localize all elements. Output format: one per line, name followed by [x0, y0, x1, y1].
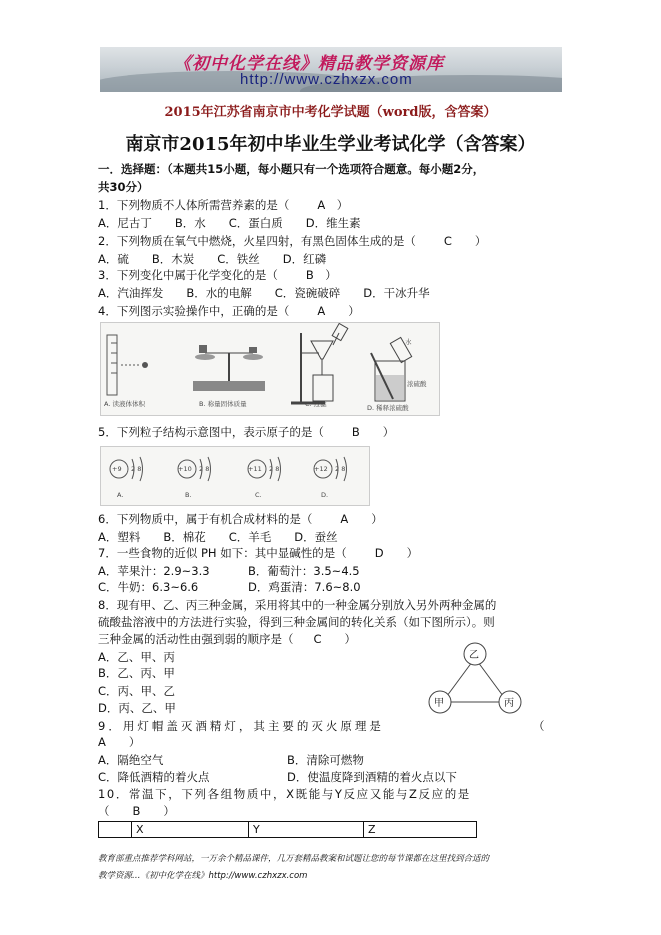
footer-line-2: 教学资源…《初中化学在线》http://www.czhxzx.com — [98, 871, 308, 881]
question-stem: 4．下列图示实验操作中，正确的是（ — [98, 304, 290, 318]
document-subtitle: 2015年江苏省南京市中考化学试题（word版，含答案） — [164, 105, 497, 120]
nucleus-charge: +9 — [112, 465, 122, 473]
answer: C ） — [313, 632, 357, 646]
figure-label-a: A. 读液体体积 — [104, 400, 145, 408]
graduated-cylinder-icon — [107, 335, 148, 395]
q4-figure — [100, 322, 440, 416]
q6-options: A．塑料 B．棉花 C．羊毛 D．蚕丝 — [98, 530, 338, 544]
answer: B ） — [305, 268, 337, 282]
dilution-beaker-icon — [371, 337, 412, 401]
banner-url[interactable]: http://www.czhxzx.com — [240, 71, 413, 88]
node-label: 丙 — [504, 698, 514, 709]
figure-label-c: C. 过滤 — [305, 400, 327, 408]
nucleus-charge: +11 — [248, 465, 262, 473]
q5-figure — [100, 446, 370, 506]
answer: B ） — [351, 425, 395, 439]
node-label: 乙 — [469, 650, 479, 661]
question-7 — [98, 546, 418, 561]
question-2 — [98, 234, 486, 249]
q8-option-b: B．乙、丙、甲 — [98, 666, 175, 680]
q8-option-d: D．丙、乙、甲 — [98, 701, 176, 715]
balance-scale-icon — [193, 345, 265, 391]
question-stem: 三种金属的活动性由强到弱的顺序是（ — [98, 632, 294, 646]
figure-label: D. — [321, 491, 329, 499]
q7-option-d: D．鸡蛋清：7.6~8.0 — [248, 580, 361, 594]
table-header-cell: X — [132, 822, 249, 838]
question-8 — [98, 632, 356, 647]
question-stem: 7．一些食物的近似 PH 如下：其中显碱性的是（ — [98, 546, 347, 560]
q1-options: A．尼古丁 B．水 C．蛋白质 D．维生素 — [98, 216, 361, 230]
figure-label-b: B. 称量固体质量 — [199, 400, 247, 408]
atom-structure-diagrams — [101, 447, 369, 505]
question-6 — [98, 512, 383, 527]
question-stem: 3．下列变化中属于化学变化的是（ — [98, 268, 278, 282]
electron-shells: 2 8 — [131, 465, 142, 473]
figure-label: C. — [255, 491, 262, 499]
q9-answer: A ） — [98, 735, 141, 749]
question-3 — [98, 268, 337, 283]
question-stem: 6．下列物质中，属于有机合成材料的是（ — [98, 512, 313, 526]
q7-option-c: C．牛奶：6.3~6.6 — [98, 580, 199, 594]
footer-line-1: 教育部重点推荐学科网站，一万余个精品课件，几万套精品教案和试题让您的每节课都在这里找到合适的 — [98, 854, 490, 864]
q8-option-a: A．乙、甲、丙 — [98, 650, 175, 664]
answer: A ） — [317, 304, 360, 318]
question-5 — [98, 425, 394, 440]
q10-table — [98, 821, 477, 838]
question-stem: 1．下列物质不人体所需营养素的是（ — [98, 198, 290, 212]
table-header-cell — [99, 822, 132, 838]
q8-stem-line1: 8．现有甲、乙、丙三种金属，采用将其中的一种金属分别放入另外两种金属的 — [98, 598, 497, 612]
electron-shells: 2 8 — [269, 465, 280, 473]
figure-note-water: 水 — [405, 338, 412, 346]
page-footer — [98, 851, 562, 885]
q3-options: A．汽油挥发 B．水的电解 C．瓷碗破碎 D．干冰升华 — [98, 286, 430, 300]
lab-operations-illustration — [101, 323, 439, 415]
q7-option-b: B．葡萄汁：3.5~4.5 — [248, 564, 360, 578]
metal-relation-diagram — [420, 636, 530, 718]
figure-label-d: D. 稀释浓硫酸 — [367, 404, 409, 412]
question-4 — [98, 304, 360, 319]
section-heading: 一．选择题：（本题共15小题，每小题只有一个选项符合题意。每小题2分， — [98, 162, 485, 176]
q9-option-a: A．隔绝空气 — [98, 753, 164, 767]
table-row — [99, 822, 477, 838]
nucleus-charge: +10 — [178, 465, 192, 473]
q10-answer: （ B ） — [98, 804, 175, 818]
figure-note-acid: 浓硫酸 — [407, 380, 427, 388]
filtration-apparatus-icon — [291, 323, 348, 403]
figure-label: A. — [117, 491, 124, 499]
answer: A ） — [317, 198, 349, 212]
q9-stem: 9．用灯帽盖灭酒精灯，其主要的灭火原理是 — [98, 719, 384, 733]
table-header-cell: Y — [249, 822, 364, 838]
page-title: 南京市2015年初中毕业生学业考试化学（含答案） — [125, 134, 536, 155]
q7-option-a: A．苹果汁：2.9~3.3 — [98, 564, 210, 578]
banner-title: 《初中化学在线》精品教学资源库 — [174, 54, 444, 74]
figure-label: B. — [185, 491, 192, 499]
answer: D ） — [374, 546, 419, 560]
electron-shells: 2 8 — [335, 465, 346, 473]
q8-stem-line2: 硫酸盐溶液中的方法进行实验，得到三种金属间的转化关系（如下图所示）。则 — [98, 615, 495, 629]
q8-option-c: C．丙、甲、乙 — [98, 684, 176, 698]
table-header-cell: Z — [364, 822, 477, 838]
question-1 — [98, 198, 348, 213]
question-stem: 5．下列粒子结构示意图中，表示原子的是（ — [98, 425, 324, 439]
q9-paren: （ — [533, 719, 545, 733]
nucleus-charge: +12 — [314, 465, 328, 473]
answer: C ） — [443, 234, 487, 248]
q9-option-b: B．清除可燃物 — [287, 753, 364, 767]
section-heading-cont: 共30分） — [98, 180, 149, 194]
question-stem: 2．下列物质在氧气中燃烧，火星四射，有黑色固体生成的是（ — [98, 234, 416, 248]
q10-stem: 10．常温下，下列各组物质中，X既能与Y反应又能与Z反应的是 — [98, 787, 471, 801]
node-label: 甲 — [434, 698, 444, 709]
q9-option-c: C．降低酒精的着火点 — [98, 770, 210, 784]
answer: A ） — [340, 512, 383, 526]
q9-option-d: D．使温度降到酒精的着火点以下 — [287, 770, 457, 784]
site-banner — [100, 47, 562, 92]
q2-options: A．硫 B．木炭 C．铁丝 D．红磷 — [98, 252, 327, 266]
electron-shells: 2 8 — [199, 465, 210, 473]
